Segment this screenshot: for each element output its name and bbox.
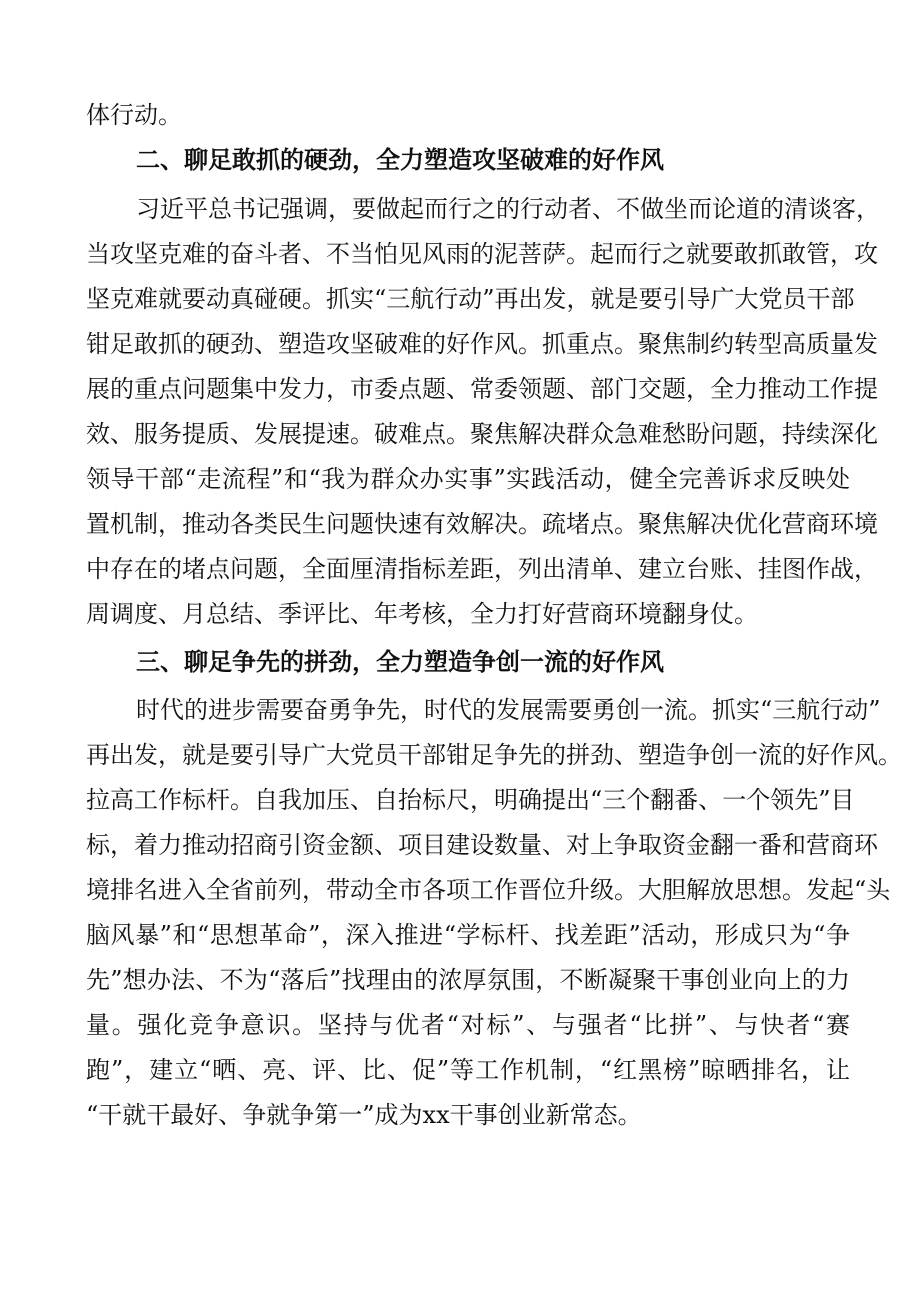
paragraph-line: 效、服务提质、发展提速。破难点。聚焦解决群众急难愁盼问题，持续深化	[86, 420, 878, 448]
paragraph-line: 当攻坚克难的奋斗者、不当怕见风雨的泥菩萨。起而行之就要敢抓敢管，攻	[86, 240, 878, 268]
paragraph-line: 中存在的堵点问题，全面厘清指标差距，列出清单、建立台账、挂图作战，	[86, 555, 878, 583]
paragraph-line: 坚克难就要动真碰硬。抓实“三航行动”再出发，就是要引导广大党员干部	[86, 285, 855, 313]
paragraph-line: 脑风暴”和“思想革命”，深入推进“学标杆、找差距”活动，形成只为“争	[86, 921, 850, 949]
paragraph-line: 先”想办法、不为“落后”找理由的浓厚氛围，不断凝聚干事创业向上的力	[86, 966, 850, 994]
paragraph-line: “干就干最好、争就争第一”成为xx干事创业新常态。	[86, 1101, 642, 1129]
paragraph-line: 钳足敢抓的硬劲、塑造攻坚破难的好作风。抓重点。聚焦制约转型高质量发	[86, 330, 878, 358]
paragraph-line: 周调度、月总结、季评比、年考核，全力打好营商环境翻身仗。	[86, 600, 758, 628]
paragraph-line: 量。强化竞争意识。坚持与优者“对标”、与强者“比拼”、与快者“赛	[86, 1011, 850, 1039]
paragraph-line: 标，着力推动招商引资金额、项目建设数量、对上争取资金翻一番和营商环	[86, 831, 878, 859]
paragraph-line: 习近平总书记强调，要做起而行之的行动者、不做坐而论道的清谈客，	[136, 195, 880, 223]
paragraph-line: 时代的进步需要奋勇争先，时代的发展需要勇创一流。抓实“三航行动”	[136, 696, 881, 724]
paragraph-line: 体行动。	[86, 101, 182, 129]
paragraph-line: 再出发，就是要引导广大党员干部钳足争先的拼劲、塑造争创一流的好作风。	[86, 741, 902, 769]
section-heading: 三、聊足争先的拼劲，全力塑造争创一流的好作风	[136, 648, 664, 676]
paragraph-line: 展的重点问题集中发力，市委点题、常委领题、部门交题，全力推动工作提	[86, 375, 878, 403]
paragraph-line: 置机制，推动各类民生问题快速有效解决。疏堵点。聚焦解决优化营商环境	[86, 510, 878, 538]
paragraph-line: 领导干部“走流程”和“我为群众办实事”实践活动，健全完善诉求反映处	[86, 465, 850, 493]
paragraph-line: 境排名进入全省前列，带动全市各项工作晋位升级。大胆解放思想。发起“头	[86, 876, 891, 904]
section-heading: 二、聊足敢抓的硬劲，全力塑造攻坚破难的好作风	[136, 146, 664, 174]
paragraph-line: 跑”，建立“晒、亮、评、比、促”等工作机制，“红黑榜”晾晒排名，让	[86, 1056, 850, 1084]
paragraph-line: 拉高工作标杆。自我加压、自抬标尺，明确提出“三个翻番、一个领先”目	[86, 786, 855, 814]
